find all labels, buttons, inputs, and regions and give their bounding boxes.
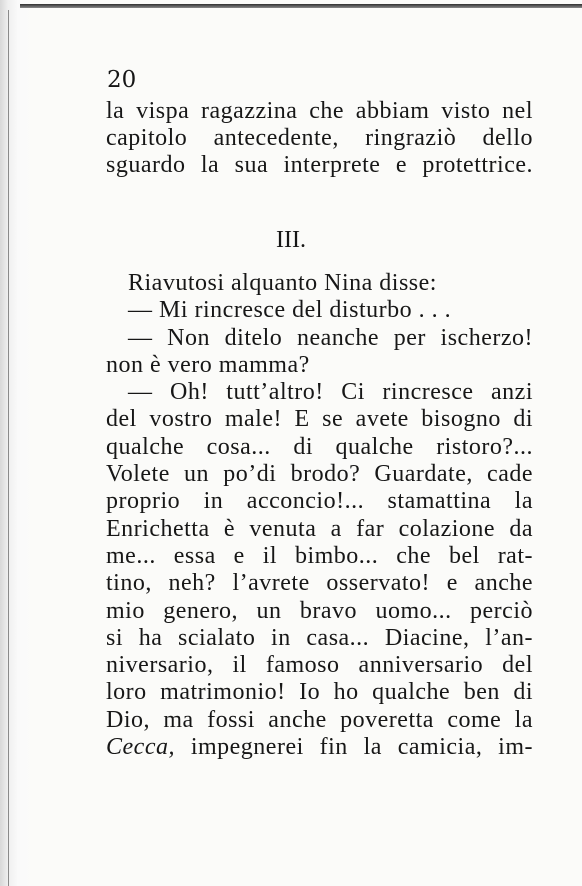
text-line: sguardo la sua interprete e protettrice. [106, 152, 533, 178]
text-line: me... essa e il bimbo... che bel rat- [106, 542, 533, 569]
text-line: — Mi rincresce del disturbo . . . [128, 297, 452, 324]
text-line: niversario, il famoso anniversario del [106, 652, 533, 679]
text-line: Volete un po’di brodo? Guardate, cade [106, 461, 533, 488]
text-line: proprio in acconcio!... stamattina la [106, 488, 533, 515]
text-line: si ha scialato in casa... Diacine, l’an- [106, 624, 533, 651]
line-continuation: impegnerei fin la camicia, im- [190, 734, 534, 761]
chapter-text [106, 270, 533, 761]
intro-paragraph [106, 98, 533, 179]
page-binding-shadow [0, 0, 34, 886]
text-line: capitolo antecedente, ringraziò dello [106, 125, 533, 151]
text-line: la vispa ragazzina che abbiam visto nel [106, 98, 533, 124]
text-line: loro matrimonio! Io ho qualche ben di [106, 679, 533, 706]
text-line: mio genero, un bravo uomo... perciò [106, 597, 533, 624]
text-line: — Oh! tutt’altro! Ci rincresce anzi [128, 379, 533, 406]
text-line: qualche cosa... di qualche ristoro?... [106, 433, 533, 460]
italic-name: Cecca, [106, 734, 175, 761]
section-heading: III. [276, 227, 306, 253]
page-number: 20 [107, 67, 137, 93]
text-line: tino, neh? l’avrete osservato! e anche [106, 570, 533, 597]
text-line: — Non ditelo neanche per ischerzo! [128, 324, 533, 351]
binding-edge-line [8, 10, 9, 886]
text-line: Enrichetta è venuta a far colazione da [106, 515, 533, 542]
text-line: non è vero mamma? [106, 351, 310, 378]
text-line: Dio, ma fossi anche poveretta come la [106, 706, 533, 733]
text-line-final [106, 734, 533, 761]
text-line: Riavutosi alquanto Nina disse: [128, 270, 437, 296]
top-edge-rule [20, 4, 582, 8]
text-line: del vostro male! E se avete bisogno di [106, 406, 533, 433]
